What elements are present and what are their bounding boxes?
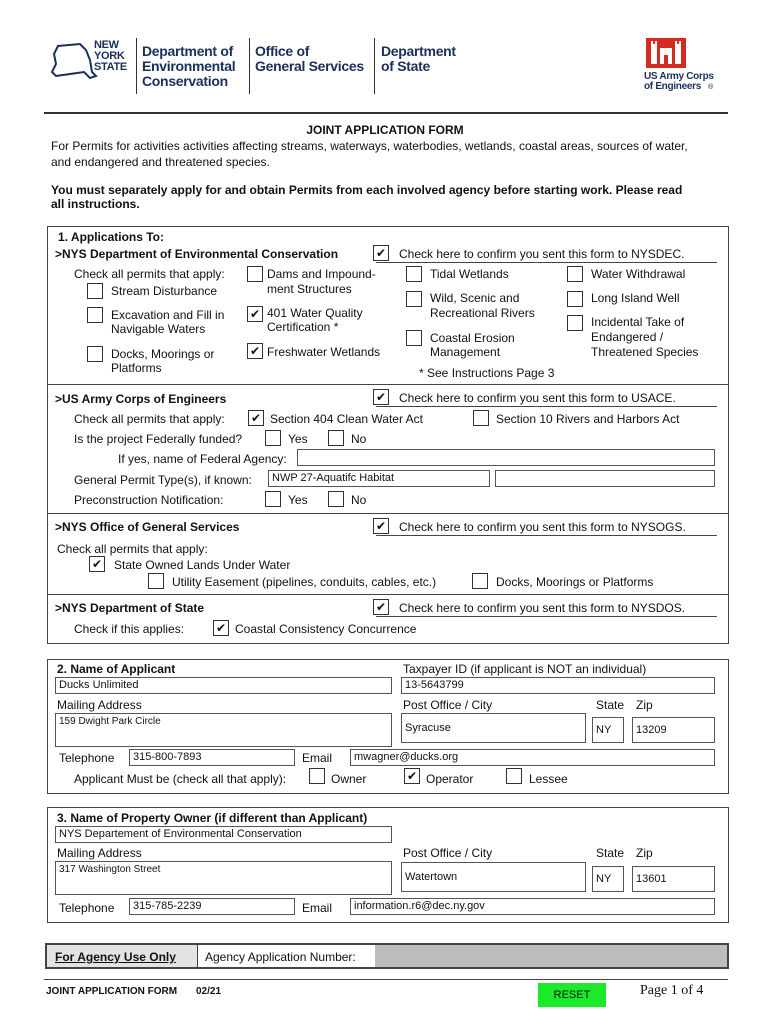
instruction-line1: You must separately apply for and obtain Permits from each involved agency before starting work. Please read bbox=[51, 183, 683, 197]
wild-scenic-label-2: Recreational Rivers bbox=[430, 306, 535, 320]
usace-title: >US Army Corps of Engineers bbox=[55, 392, 227, 406]
header-rule bbox=[44, 112, 728, 114]
owner-zip-input[interactable]: 13601 bbox=[632, 866, 715, 892]
water-quality-label-1: 401 Water Quality bbox=[267, 306, 363, 320]
dos-confirm-checkbox[interactable] bbox=[373, 599, 389, 615]
section404-checkbox[interactable] bbox=[248, 410, 264, 426]
owner-city-input[interactable]: Watertown bbox=[401, 862, 586, 892]
dams-checkbox[interactable] bbox=[247, 266, 263, 282]
incidental-take-label-1: Incidental Take of bbox=[591, 315, 685, 329]
ogs-title: >NYS Office of General Services bbox=[55, 520, 240, 534]
federal-funded-no-label: No bbox=[351, 432, 367, 446]
ogs-check-all-label: Check all permits that apply: bbox=[57, 542, 208, 556]
dos-check-label: Check if this applies: bbox=[74, 622, 185, 636]
owner-label: Owner bbox=[331, 772, 367, 786]
freshwater-wetlands-label: Freshwater Wetlands bbox=[267, 345, 381, 359]
docks-label-1: Docks, Moorings or bbox=[111, 347, 215, 361]
owner-state-label: State bbox=[596, 846, 625, 860]
long-island-well-checkbox[interactable] bbox=[567, 291, 583, 307]
ogs-docks-label: Docks, Moorings or Platforms bbox=[496, 575, 654, 589]
applicant-telephone-input[interactable]: 315-800-7893 bbox=[129, 749, 295, 766]
owner-checkbox[interactable] bbox=[309, 768, 325, 784]
owner-mailing-label: Mailing Address bbox=[57, 846, 142, 860]
tidal-wetlands-label: Tidal Wetlands bbox=[430, 267, 509, 281]
excavation-label-2: Navigable Waters bbox=[111, 322, 206, 336]
docks-label-2: Platforms bbox=[111, 361, 162, 375]
stream-disturbance-checkbox[interactable] bbox=[87, 283, 103, 299]
intro-line1: For Permits for activities activities affecting streams, waterways, waterbodies, wetlands, coastal areas, sources of water, bbox=[51, 139, 688, 153]
ogs-confirm-label: Check here to confirm you sent this form to NYSOGS. bbox=[399, 520, 686, 534]
applicant-zip-input[interactable]: 13209 bbox=[632, 717, 715, 743]
ny-state-map-icon bbox=[50, 42, 98, 82]
wild-scenic-label-1: Wild, Scenic and bbox=[430, 291, 520, 305]
dec-confirm-label: Check here to confirm you sent this form to NYSDEC. bbox=[399, 247, 685, 261]
owner-email-label: Email bbox=[302, 901, 333, 915]
footer-form-name: JOINT APPLICATION FORM bbox=[46, 986, 178, 997]
logo-divider bbox=[136, 38, 137, 94]
general-permit-input-2[interactable] bbox=[495, 470, 715, 487]
coastal-erosion-label-2: Management bbox=[430, 345, 501, 359]
owner-name-input[interactable]: NYS Departement of Environmental Conservation bbox=[55, 826, 392, 843]
footer-date: 02/21 bbox=[196, 986, 222, 997]
usace-registered-mark: ® bbox=[708, 84, 714, 91]
applicant-city-label: Post Office / City bbox=[403, 698, 493, 712]
incidental-take-label-3: Threatened Species bbox=[591, 345, 699, 359]
pcn-no-label: No bbox=[351, 493, 367, 507]
general-permit-label: General Permit Type(s), if known: bbox=[74, 473, 252, 487]
owner-telephone-label: Telephone bbox=[59, 901, 115, 915]
usace-confirm-checkbox[interactable] bbox=[373, 389, 389, 405]
incidental-take-label-2: Endangered / bbox=[591, 330, 664, 344]
applicant-zip-label: Zip bbox=[636, 698, 653, 712]
usace-castle-icon bbox=[646, 38, 686, 68]
usace-confirm-label: Check here to confirm you sent this form to USACE. bbox=[399, 391, 676, 405]
lessee-label: Lessee bbox=[529, 772, 568, 786]
federal-funded-no-checkbox[interactable] bbox=[328, 430, 344, 446]
owner-telephone-input[interactable]: 315-785-2239 bbox=[129, 898, 295, 915]
state-owned-lands-label: State Owned Lands Under Water bbox=[114, 558, 291, 572]
taxpayer-id-label: Taxpayer ID (if applicant is NOT an individual) bbox=[403, 662, 647, 676]
logo-divider bbox=[249, 38, 250, 94]
agency-use-label: For Agency Use Only bbox=[55, 950, 176, 964]
federal-agency-label: If yes, name of Federal Agency: bbox=[118, 452, 287, 466]
ny-state-logo-line2: YORK bbox=[94, 50, 125, 62]
applicant-mailing-input[interactable]: 159 Dwight Park Circle bbox=[55, 713, 392, 747]
section3-heading: 3. Name of Property Owner (if different than Applicant) bbox=[57, 811, 368, 825]
owner-mailing-input[interactable]: 317 Washington Street bbox=[55, 861, 392, 895]
page-number: Page 1 of 4 bbox=[640, 983, 704, 998]
water-quality-checkbox[interactable] bbox=[247, 306, 263, 322]
dec-logo-line2: Environmental bbox=[142, 58, 236, 74]
applicant-email-label: Email bbox=[302, 751, 333, 765]
excavation-checkbox[interactable] bbox=[87, 307, 103, 323]
stream-disturbance-label: Stream Disturbance bbox=[111, 284, 218, 298]
pcn-yes-checkbox[interactable] bbox=[265, 491, 281, 507]
dos-logo-line2: of State bbox=[381, 58, 430, 74]
dec-check-all-label: Check all permits that apply: bbox=[74, 267, 225, 281]
dec-confirm-checkbox[interactable] bbox=[373, 245, 389, 261]
section2-heading: 2. Name of Applicant bbox=[57, 662, 176, 676]
dec-logo-line1: Department of bbox=[142, 43, 233, 59]
owner-email-input[interactable]: information.r6@dec.ny.gov bbox=[350, 898, 715, 915]
incidental-take-checkbox[interactable] bbox=[567, 315, 583, 331]
section1-divider bbox=[47, 513, 729, 514]
applicant-state-label: State bbox=[596, 698, 625, 712]
general-permit-input-1[interactable]: NWP 27-Aquatifc Habitat bbox=[268, 470, 490, 487]
applicant-state-input[interactable]: NY bbox=[592, 717, 624, 743]
federal-agency-input[interactable] bbox=[297, 449, 715, 466]
excavation-label-1: Excavation and Fill in bbox=[111, 308, 225, 322]
agency-app-number-label: Agency Application Number: bbox=[205, 950, 356, 964]
applicant-email-input[interactable]: mwagner@ducks.org bbox=[350, 749, 715, 766]
wild-scenic-checkbox[interactable] bbox=[406, 291, 422, 307]
dos-title: >NYS Department of State bbox=[55, 601, 205, 615]
agency-divider bbox=[197, 945, 198, 967]
ogs-confirm-checkbox[interactable] bbox=[373, 518, 389, 534]
form-title: JOINT APPLICATION FORM bbox=[306, 123, 464, 137]
owner-zip-label: Zip bbox=[636, 846, 653, 860]
utility-easement-checkbox[interactable] bbox=[148, 573, 164, 589]
see-instructions-note: * See Instructions Page 3 bbox=[419, 366, 555, 380]
applicant-must-label: Applicant Must be (check all that apply): bbox=[74, 772, 287, 786]
tidal-wetlands-checkbox[interactable] bbox=[406, 266, 422, 282]
agency-app-number-input[interactable] bbox=[375, 945, 727, 967]
lessee-checkbox[interactable] bbox=[506, 768, 522, 784]
section1-heading: 1. Applications To: bbox=[58, 230, 165, 244]
operator-label: Operator bbox=[426, 772, 474, 786]
usace-divider bbox=[376, 406, 717, 407]
usace-check-all-label: Check all permits that apply: bbox=[74, 412, 225, 426]
usace-logo-line2: of Engineers bbox=[644, 81, 701, 92]
long-island-well-label: Long Island Well bbox=[591, 291, 680, 305]
dos-logo-line1: Department bbox=[381, 43, 456, 59]
logo-divider bbox=[374, 38, 375, 94]
state-owned-lands-checkbox[interactable] bbox=[89, 556, 105, 572]
utility-easement-label: Utility Easement (pipelines, conduits, cables, etc.) bbox=[172, 575, 437, 589]
ny-state-logo-line3: STATE bbox=[94, 61, 127, 73]
operator-checkbox[interactable] bbox=[404, 768, 420, 784]
freshwater-wetlands-checkbox[interactable] bbox=[247, 343, 263, 359]
dos-divider bbox=[376, 616, 717, 617]
instruction-line2: all instructions. bbox=[51, 197, 140, 211]
coastal-erosion-label-1: Coastal Erosion bbox=[430, 331, 515, 345]
pcn-no-checkbox[interactable] bbox=[328, 491, 344, 507]
section404-label: Section 404 Clean Water Act bbox=[270, 412, 423, 426]
section10-checkbox[interactable] bbox=[473, 410, 489, 426]
dec-title: >NYS Department of Environmental Conservation bbox=[55, 247, 339, 261]
usace-logo-line1: US Army Corps bbox=[644, 71, 714, 82]
ogs-logo-line2: General Services bbox=[255, 58, 364, 74]
ogs-divider bbox=[376, 535, 717, 536]
coastal-erosion-checkbox[interactable] bbox=[406, 330, 422, 346]
dams-label-1: Dams and Impound- bbox=[267, 267, 376, 281]
water-quality-label-2: Certification * bbox=[267, 320, 339, 334]
dams-label-2: ment Structures bbox=[267, 282, 352, 296]
dec-divider bbox=[376, 262, 717, 263]
dos-confirm-label: Check here to confirm you sent this form to NYSDOS. bbox=[399, 601, 686, 615]
water-withdrawal-checkbox[interactable] bbox=[567, 266, 583, 282]
pcn-label: Preconstruction Notification: bbox=[74, 493, 224, 507]
applicant-telephone-label: Telephone bbox=[59, 751, 115, 765]
ny-state-logo-line1: NEW bbox=[94, 39, 119, 51]
applicant-city-input[interactable]: Syracuse bbox=[401, 713, 586, 743]
coastal-consistency-checkbox[interactable] bbox=[213, 620, 229, 636]
section1-divider bbox=[47, 594, 729, 595]
applicant-mailing-label: Mailing Address bbox=[57, 698, 142, 712]
section10-label: Section 10 Rivers and Harbors Act bbox=[496, 412, 680, 426]
reset-button[interactable]: RESET bbox=[538, 983, 606, 1007]
footer-rule bbox=[44, 979, 728, 980]
taxpayer-id-input[interactable]: 13-5643799 bbox=[401, 677, 715, 694]
federal-funded-label: Is the project Federally funded? bbox=[74, 432, 243, 446]
owner-state-input[interactable]: NY bbox=[592, 866, 624, 892]
dec-logo-line3: Conservation bbox=[142, 73, 228, 89]
applicant-name-input[interactable]: Ducks Unlimited bbox=[55, 677, 392, 694]
section1-divider bbox=[47, 384, 729, 385]
ogs-docks-checkbox[interactable] bbox=[472, 573, 488, 589]
docks-checkbox[interactable] bbox=[87, 346, 103, 362]
owner-city-label: Post Office / City bbox=[403, 846, 493, 860]
coastal-consistency-label: Coastal Consistency Concurrence bbox=[235, 622, 417, 636]
ogs-logo-line1: Office of bbox=[255, 43, 310, 59]
federal-funded-yes-checkbox[interactable] bbox=[265, 430, 281, 446]
intro-line2: and endangered and threatened species. bbox=[51, 155, 270, 169]
federal-funded-yes-label: Yes bbox=[288, 432, 308, 446]
pcn-yes-label: Yes bbox=[288, 493, 308, 507]
water-withdrawal-label: Water Withdrawal bbox=[591, 267, 686, 281]
